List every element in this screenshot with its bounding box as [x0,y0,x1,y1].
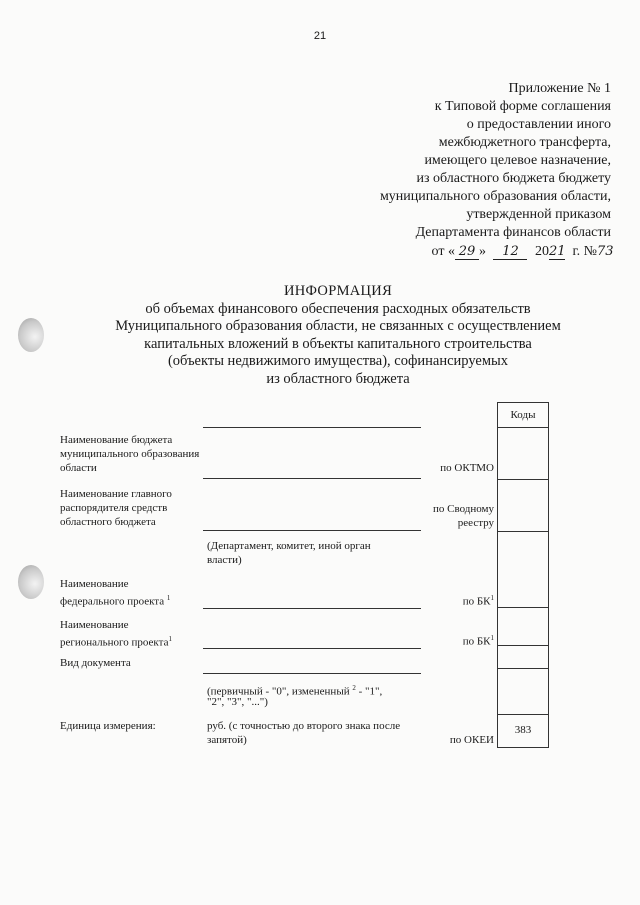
code-cell-oktmo [498,428,548,480]
appendix-line: о предоставлении иного [466,117,611,132]
fed-project-label-2: федерального проекта $^1$ [60,594,171,608]
oktmo-label: по ОКТМО [440,462,494,474]
budget-name-label: Наименование бюджета муниципального образования области [60,434,200,474]
appendix-line: муниципального образования области, [379,189,611,204]
fill-line [203,478,421,479]
fill-line [203,673,421,674]
appendix-line: из областного бюджета бюджету [416,171,611,186]
code-cell-bk-fed [498,532,548,608]
page-number: 21 [313,30,327,42]
doc-type-note-1: (первичный - "0", измененный $^2$ - "1", [207,684,383,698]
bk-label-fed: по $БК^1$ [462,594,494,608]
doc-type-note-2: "2", "3", "...") [207,696,268,708]
fill-line [203,427,421,428]
appendix-line: Приложение № 1 [508,81,611,96]
date-day: 29 [455,245,479,260]
appendix-line: имеющего целевое назначение, [424,153,611,168]
unit-value: руб. (с точностью до второго знака после запятой) [207,720,401,746]
bk-label-reg: по $БК^1$ [462,634,494,648]
title-heading: ИНФОРМАЦИЯ [283,283,393,299]
appendix-line: утвержденной приказом [466,207,611,222]
main-manager-label: Наименование главного распорядителя средств областного бюджета [60,488,172,528]
appendix-line: к Типовой форме соглашения [434,99,611,114]
date-month: 12 [493,245,527,260]
date-year: 21 [548,244,566,259]
svod-label-2: реестру [457,517,494,529]
fill-line [203,608,421,609]
department-note: (Департамент, комитет, иной орган власти) [207,540,371,566]
date-mid: » [478,244,486,259]
date-year-prefix: 20 [534,244,549,259]
appendix-block [379,80,614,261]
fed-project-label-1: Наименование [60,578,129,590]
title-line: (объекты недвижимого имущества), софинансируемых [167,353,509,369]
okei-label: по ОКЕИ [449,734,494,746]
title-line: Муниципального образования области, не связанных с осуществлением [115,318,561,334]
code-cell-bk-reg [498,608,548,646]
title-line: капитальных вложений в объекты капитального строительства [144,335,532,352]
reg-project-label-1: Наименование [60,619,129,631]
code-cell-empty [498,669,548,715]
code-cell-svod [498,480,548,532]
reg-project-label-2: регионального проекта$^1$ [60,635,172,649]
fill-line [203,648,421,649]
appendix-line: Департамента финансов области [415,225,611,240]
document-number: 73 [597,244,614,259]
unit-label: Единица измерения: [60,720,156,732]
document-title [0,283,640,388]
date-prefix: от « [431,244,455,259]
doc-type-label: Вид документа [60,657,131,669]
number-prefix: г. № [572,244,597,259]
title-line: из областного бюджета [266,370,410,387]
codes-header: Коды [498,403,548,428]
code-cell-okei: 383 [514,724,532,736]
appendix-line: межбюджетного трансферта, [438,135,611,150]
codes-column [497,402,549,748]
punch-hole-bottom [18,565,44,599]
code-cell-doc [498,646,548,669]
title-line: об объемах финансового обеспечения расходных обязательств [145,300,531,317]
fill-line [203,530,421,531]
svod-label-1: по Сводному [432,503,494,515]
appendix-date-line [380,243,614,261]
